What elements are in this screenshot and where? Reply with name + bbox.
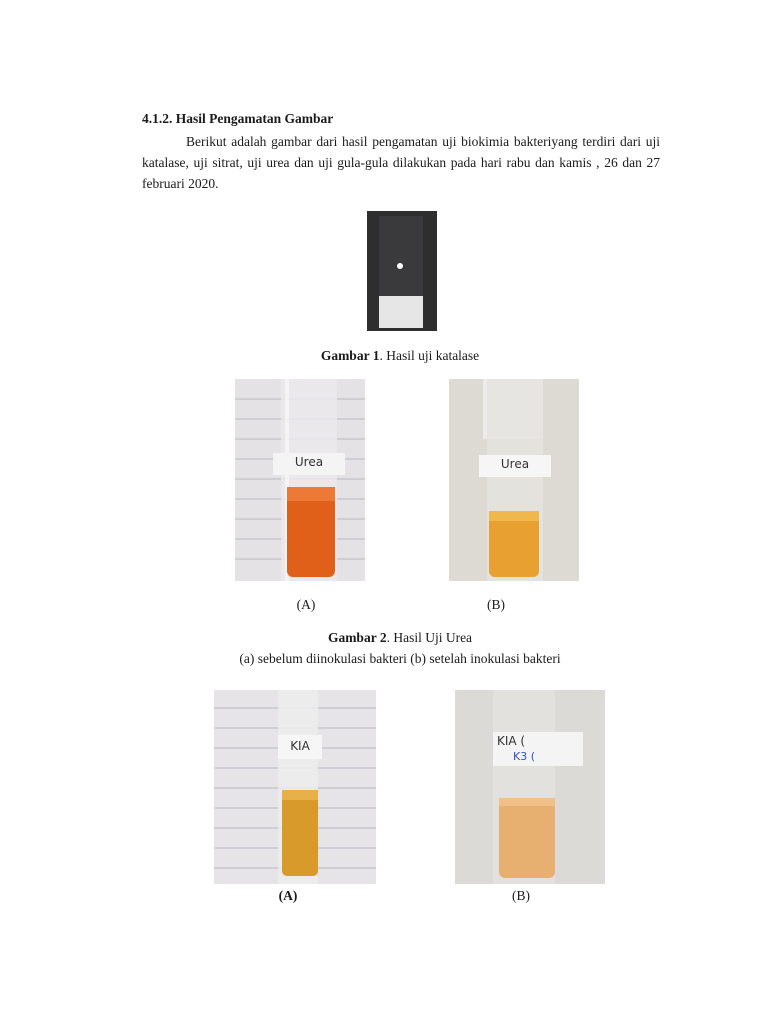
figure3-tube-label-a: KIA: [290, 739, 310, 753]
figure2-photo-b: [449, 379, 579, 581]
figure2-label-b: (B): [487, 597, 505, 612]
figure2-label-a: (A): [296, 597, 316, 612]
figure3-tube-sublabel-b: K3 (: [513, 750, 535, 763]
figure2-caption-text: . Hasil Uji Urea: [386, 630, 473, 645]
section-heading: 4.1.2. Hasil Pengamatan Gambar: [142, 111, 334, 126]
figure1-caption: [200, 348, 600, 364]
figure2-caption-bold: Gambar 2: [327, 630, 387, 645]
intro-paragraph: [142, 131, 660, 194]
figure3-photo-a: [214, 690, 376, 884]
intro-paragraph-text: Berikut adalah gambar dari hasil pengamatan uji biokimia bakteriyang terdiri dari uji katalase, uji sitrat, uji urea dan uji gula-gula dilakukan pada hari rabu dan kamis , 26 dan 27 februari 2020.: [142, 134, 660, 191]
figure2-caption-line2: (a) sebelum diinokulasi bakteri (b) setelah inokulasi bakteri: [239, 651, 561, 666]
figure2-tube-label-a: Urea: [294, 455, 324, 469]
figure2-caption: [200, 630, 600, 646]
figure3-tube-label-b: KIA (: [497, 734, 526, 748]
figure3-photo-b: [455, 690, 605, 884]
figure1-caption-bold: Gambar 1: [320, 348, 380, 363]
figure2-tube-label-b: Urea: [500, 457, 530, 471]
figure2-photo-a: [235, 379, 365, 581]
figure1-caption-text: . Hasil uji katalase: [379, 348, 480, 363]
figure1-photo: [367, 211, 437, 331]
figure3-label-a: (A): [278, 888, 298, 903]
figure3-label-b: (B): [512, 888, 530, 903]
